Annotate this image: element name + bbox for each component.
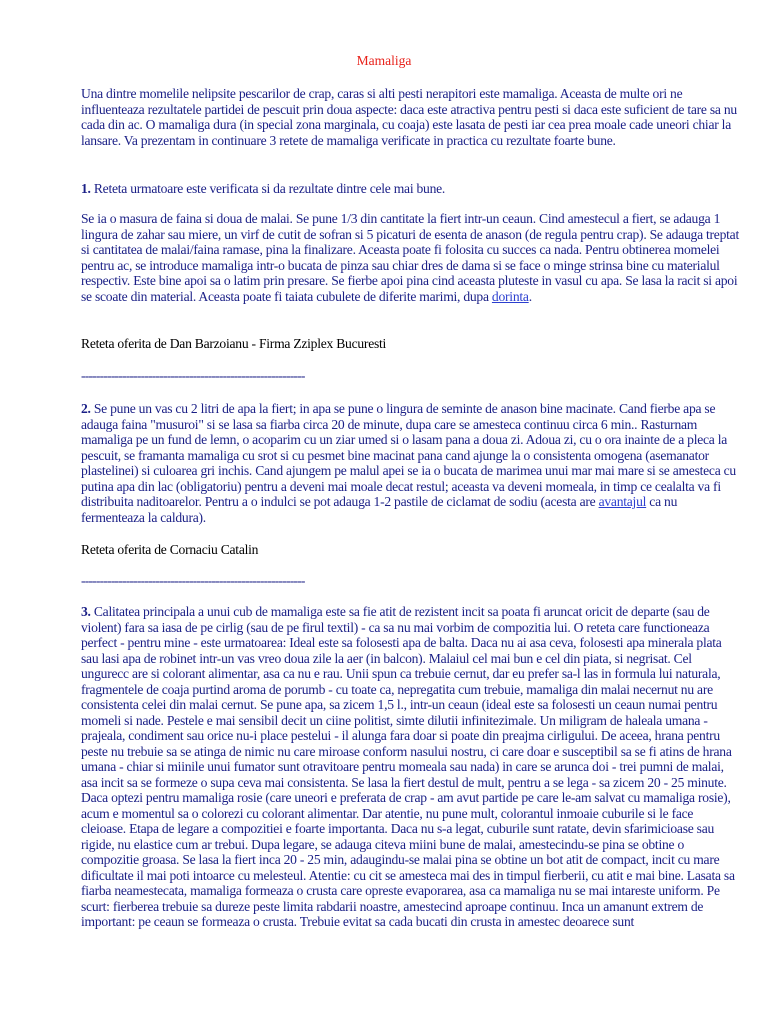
recipe-1-text: Se ia o masura de faina si doua de malai. Se pune 1/3 din cantitate la fiert intr-un ceaun. Cind amestecul a fiert, se adauga 1 lingura de zahar sau miere, un virf de cutit de sofran si 5 picaturi de esenta de anason (de regula pentru crap). Se adauga treptat si cantitatea de malai/faina ramase, pina la finalizare. Aceasta poate fi folosita cu succes ca nada. Pentru obtinerea momelei pentru ac, se introduce mamaliga intr-o bucata de pinza sau chiar dres de dama si se face o minge strinsa bine cu materialul respectiv. Este bine apoi sa o latim prin presare. Se fierbe apoi pina cind aceasta pluteste in vasul cu apa. Se lasa la racit si apoi se scoate din material. Aceasta poate fi taiata cubulete de diferite marimi, dupa	[81, 211, 739, 304]
recipe-1-tail: .	[528, 288, 532, 304]
recipe-1-number: 1.	[81, 181, 91, 196]
recipe-1-lead: Reteta urmatoare este verificata si da rezultate dintre cele mai bune.	[90, 181, 446, 196]
avantajul-link[interactable]: avantajul	[598, 494, 647, 509]
recipe-2-number: 2.	[81, 401, 91, 416]
page-title: Mamaliga	[356, 53, 412, 68]
intro-paragraph: Una dintre momelile nelipsite pescarilor de crap, caras si alti pesti nerapitori este mamaliga. Aceasta de multe ori ne influenteaza rezultatele partidei de pescuit prin doua aspecte: daca este atractiva pentru pesti si daca este suficient de tare sa nu cada din ac. O mamaliga dura (in special zona marginala, cu coaja) este lasata de pesti iar cea prea moale cade uneori chiar la lansare. Va prezentam in continuare 3 retete de mamaliga verificate in practica cu rezultate foarte bune.	[81, 86, 737, 148]
recipe-2-body	[81, 401, 741, 525]
recipe-2-credit: Reteta oferita de Cornaciu Catalin	[81, 542, 259, 557]
recipe-1-body	[81, 211, 741, 304]
separator-2: ------------------------------------------------------------	[81, 573, 305, 588]
recipe-1-credit: Reteta oferita de Dan Barzoianu - Firma Zziplex Bucuresti	[81, 336, 387, 351]
recipe-2-text: Se pune un vas cu 2 litri de apa la fiert; in apa se pune o lingura de seminte de anason bine macinate. Cand fierbe apa se adauga faina "musuroi" si se lasa sa fiarba circa 20 de minute, dupa care se amesteca continuu circa 6 min.. Rasturnam mamaliga pe un fund de lemn, o acoparim cu un ziar umed si o lasam pana a doua zi. Adoua zi, cu o ora inainte de a pleca la pescuit, se framanta mamaliga cu srot si cu pesmet bine macinat pana cand ajunge la o consistenta omogena (asemanator plastelinei) si culoarea gri inchis. Cand ajungem pe malul apei se ia o bucata de marimea unui mar mai mare si se amesteca cu putina apa din lac (obligatoriu) pentru a deveni mai moale decat restul; aceasta va deveni momeala, in timp ce cealalta va fi distribuita naditoarelor. Pentru a o indulci se pot adauga 1-2 pastile de ciclamat de sodiu (acesta are	[81, 401, 736, 509]
recipe-2-tail: ca nu fermenteaza la caldura).	[81, 494, 678, 525]
recipe-1-heading	[81, 181, 741, 197]
recipe-3-number: 3.	[81, 604, 91, 619]
recipe-3-text: Calitatea principala a unui cub de mamaliga este sa fie atit de rezistent incit sa poata fi aruncat oricit de departe (sau de violent) fara sa iasa de pe cirlig (sau de pe firul textil) - ca sa nu mai vorbim de compozitia lui. O reteta care functioneaza perfect - pentru mine - este urmatoarea: Ideal este sa folosesti apa de balta. Daca nu ai asa ceva, folosesti apa minerala plata sau lasi apa de robinet intr-un vas vreo doua zile la aer (in balcon). Malaiul cel mai bun e cel din piata, si negrisat. Cel ungurecс are si colorant alimentar, asa ca nu e rau. Unii spun ca trebuie cernut, dar eu prefer sa-l las in formula lui naturala, fragmentele de coaja purtind aroma de porumb - cu toate ca, nepregatita cum trebuie, mamaliga din malai necernut nu are consistenta celei din malai cernut. Se pune apa, sa zicem 1,5 l., intr-un ceaun (ideal este sa folosesti un ceaun numai pentru momeli si nade. Pestele e mai sensibil decit un ciine politist, simte dilutii infinitezimale. Un miligram de haleala umana - prajeala, condiment sau orice nu-i place pestelui - il alunga fara doar si poate din preajma cirligului. De aceea, hrana pentru peste nu trebuie sa se atinga de nimic nu care miroase conform nasului nostru, ci care doar e susceptibil sa se fi atins de hrana umana - chiar si miinile unui fumator sunt otravitoare pentru momeala sau nada) in care se arunca doi - trei pumni de malai, asa incit sa se formeze o supa ceva mai consistenta. Se lasa la fiert destul de mult, pentru a se lega - sa zicem 20 - 25 minute. Daca optezi pentru mamaliga rosie (care uneori e preferata de crap - am avut partide pe care le-am salvat cu mamaliga rosie), acum e momentul sa o colorezi cu colorant alimentar. Dar atentie, nu pune mult, colorantul inmoaie cuburile si le face cleioase. Etapa de legare a compozitiei e foarte importanta. Daca nu s-a legat, cuburile sunt ratate, devin sfarimicioase sau rigide, nu elastice cum ar trebui. Dupa legare, se adauga citeva miini bune de malai, amestecindu-se pina se obtine o compozitie groasa. Se lasa la fiert inca 20 - 25 min, adaugindu-se malai pina se obtine un bot atit de compact, incit cu mare dificultate il mai poti intoarce cu melesteul. Atentie: cu cit se amesteca mai des in timpul fierberii, cu atit e mai bine. Lasata sa fiarba neamestecata, mamaliga formeaza o crusta care opreste evaporarea, asa ca mamaliga nu se mai intareste uniform. Pe scurt: fierberea trebuie sa dureze peste limita rabdarii noastre, amestecind aproape continuu. Inca un amanunt extrem de important: pe ceaun se formeaza o crusta. Trebuie evitat sa cada bucati din crusta in amestec deoarece sunt	[81, 604, 735, 929]
separator-1: ------------------------------------------------------------	[81, 368, 305, 383]
recipe-3-body	[81, 604, 741, 930]
dorinta-link[interactable]: dorinta	[491, 288, 529, 304]
